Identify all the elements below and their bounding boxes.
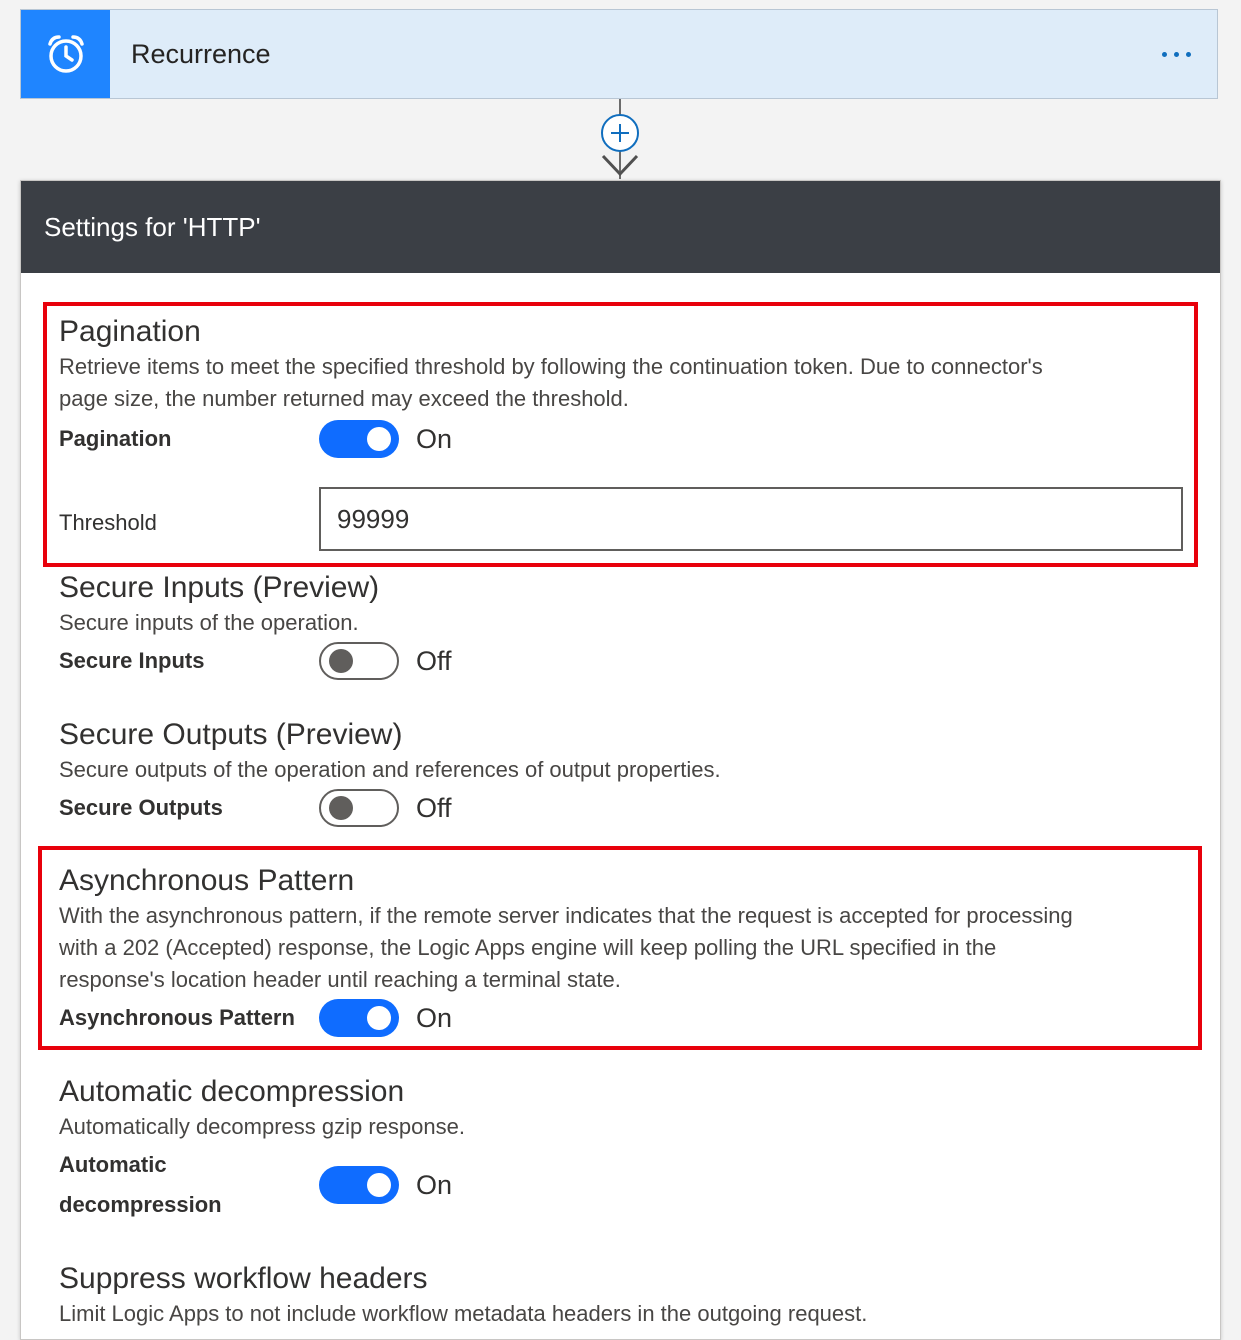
pagination-section: [59, 315, 1199, 551]
async-desc-line: response's location header until reaching a terminal state.: [59, 967, 621, 992]
pagination-desc: [59, 351, 1199, 415]
suppress-desc: Limit Logic Apps to not include workflow metadata headers in the outgoing request.: [59, 1301, 868, 1326]
pagination-toggle-state: On: [416, 423, 453, 454]
secure-inputs-title: Secure Inputs (Preview): [59, 571, 380, 604]
more-options-icon[interactable]: [1162, 44, 1191, 64]
secure-outputs-title: Secure Outputs (Preview): [59, 718, 403, 751]
async-desc-line: With the asynchronous pattern, if the remote server indicates that the request is accepted for processing: [59, 903, 1073, 928]
add-step-icon[interactable]: [600, 113, 640, 153]
secure-inputs-desc: Secure inputs of the operation.: [59, 610, 359, 635]
threshold-input[interactable]: [319, 487, 1183, 551]
decompression-title: Automatic decompression: [59, 1075, 405, 1108]
recurrence-card[interactable]: [20, 9, 1218, 99]
recurrence-title: Recurrence: [131, 38, 271, 69]
async-title: Asynchronous Pattern: [59, 864, 355, 897]
decompression-toggle[interactable]: [319, 1166, 399, 1204]
secure-inputs-toggle-state: Off: [416, 645, 452, 676]
secure-outputs-desc: Secure outputs of the operation and references of output properties.: [59, 757, 721, 782]
decompression-desc: Automatically decompress gzip response.: [59, 1114, 465, 1139]
decompression-toggle-state: On: [416, 1169, 453, 1200]
async-toggle-label: Asynchronous Pattern: [59, 1005, 295, 1030]
async-toggle[interactable]: [319, 999, 399, 1037]
async-desc: [59, 900, 1199, 996]
alarm-clock-icon: [21, 10, 110, 98]
pagination-toggle[interactable]: [319, 420, 399, 458]
threshold-label: Threshold: [59, 510, 157, 535]
async-desc-line: with a 202 (Accepted) response, the Logic Apps engine will keep polling the URL specified in the: [59, 935, 997, 960]
secure-outputs-toggle-state: Off: [416, 792, 452, 823]
secure-inputs-toggle-label: Secure Inputs: [59, 648, 205, 673]
async-section: [59, 864, 1199, 1038]
connector-arrow-icon: [600, 150, 640, 182]
secure-outputs-section: [59, 718, 1199, 828]
pagination-toggle-label: Pagination: [59, 426, 172, 451]
settings-panel: [20, 180, 1221, 1340]
panel-title: Settings for 'HTTP': [21, 181, 1220, 273]
secure-outputs-toggle[interactable]: [319, 789, 399, 827]
decompression-toggle-label: [59, 1145, 319, 1225]
suppress-section: [59, 1262, 1199, 1330]
pagination-title: Pagination: [59, 315, 201, 348]
decompression-label-line: decompression: [59, 1192, 222, 1217]
suppress-title: Suppress workflow headers: [59, 1262, 428, 1295]
secure-outputs-toggle-label: Secure Outputs: [59, 795, 223, 820]
decompression-label-line: Automatic: [59, 1152, 167, 1177]
decompression-section: [59, 1075, 1199, 1225]
async-toggle-state: On: [416, 1002, 453, 1033]
pagination-desc-line: page size, the number returned may exceed the threshold.: [59, 386, 629, 411]
secure-inputs-section: [59, 571, 1199, 681]
pagination-desc-line: Retrieve items to meet the specified threshold by following the continuation token. Due to connector's: [59, 354, 1043, 379]
secure-inputs-toggle[interactable]: [319, 642, 399, 680]
